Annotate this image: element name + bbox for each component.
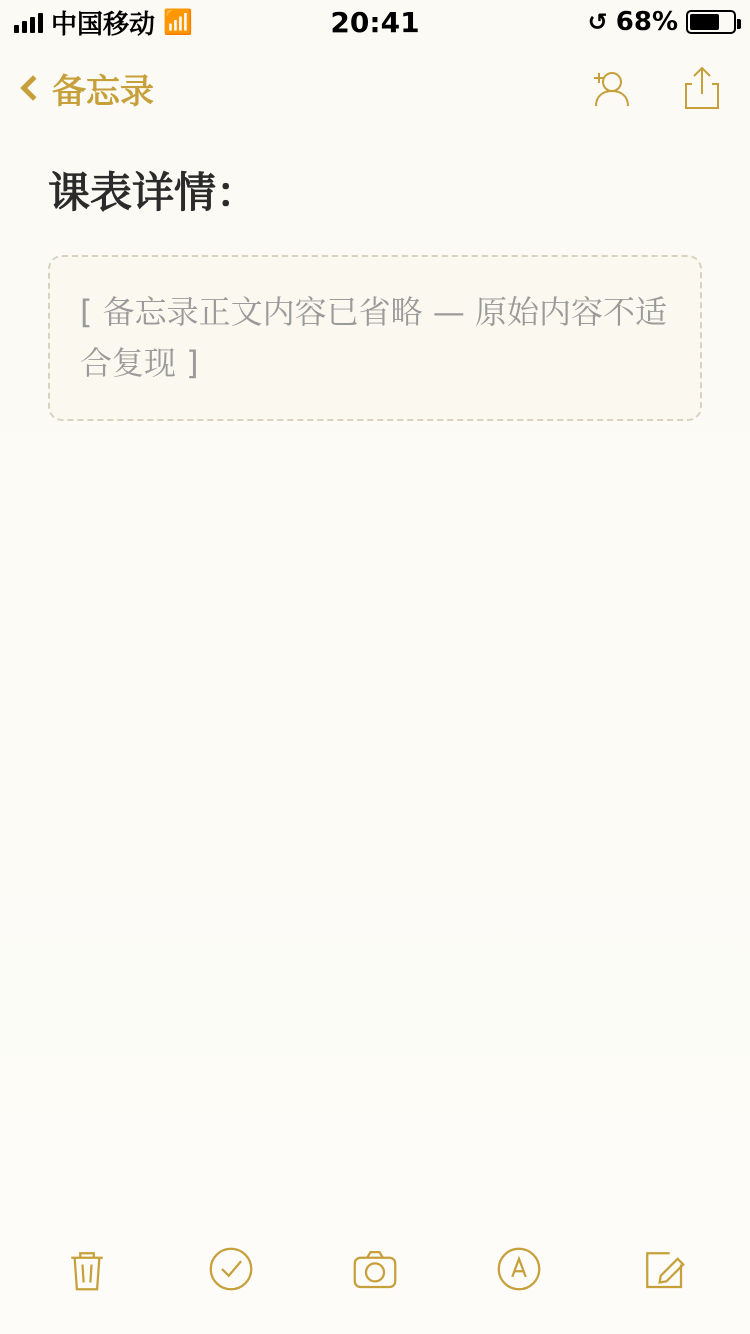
- chevron-left-icon: [20, 75, 45, 100]
- share-button[interactable]: [678, 64, 726, 112]
- wifi-icon: 📶: [163, 8, 193, 36]
- trash-button[interactable]: [60, 1242, 114, 1296]
- carrier-label: 中国移动: [51, 9, 156, 40]
- camera-button[interactable]: [348, 1242, 402, 1296]
- battery-percent-label: 68%: [615, 7, 678, 37]
- clock: 20:41: [330, 5, 420, 39]
- back-button-label: 备忘录: [52, 71, 154, 112]
- battery-icon: [686, 10, 736, 34]
- rotation-lock-icon: ↺: [587, 8, 608, 36]
- back-button[interactable]: [24, 64, 154, 113]
- compose-button[interactable]: [636, 1242, 690, 1296]
- cellular-signal-icon: [14, 11, 43, 33]
- add-collaborator-button[interactable]: [586, 64, 634, 112]
- bottom-toolbar: [0, 1224, 750, 1334]
- markup-button[interactable]: [492, 1242, 546, 1296]
- nav-bar: [0, 44, 750, 132]
- status-bar: [0, 0, 750, 44]
- checklist-button[interactable]: [204, 1242, 258, 1296]
- note-body[interactable]: [0, 132, 750, 1224]
- note-title: 课表详情：: [48, 168, 259, 217]
- redacted-content-notice: [ 备忘录正文内容已省略 — 原始内容不适合复现 ]: [48, 255, 702, 421]
